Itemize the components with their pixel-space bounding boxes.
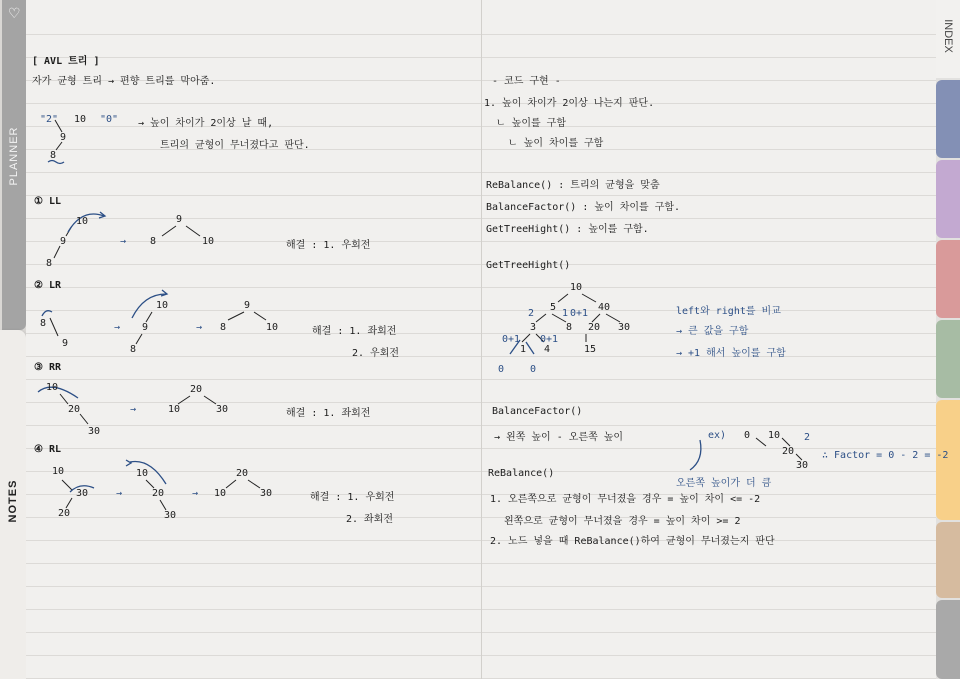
case-lr-title: ② LR [34, 280, 62, 291]
code-title: - 코드 구현 - [492, 76, 561, 87]
tab-index-label: INDEX [942, 19, 954, 53]
rl-mid-node: 10 [136, 468, 149, 479]
lr-solution-2: 2. 우회전 [352, 348, 400, 359]
rr-before-node: 30 [88, 426, 101, 437]
tree-node: 4 [544, 344, 551, 355]
ll-after-node: 8 [150, 236, 157, 247]
tree-node: 20 [588, 322, 601, 333]
rb-title: ReBalance() [488, 468, 555, 479]
lr-before-node: 9 [62, 338, 69, 349]
rl-solution: 해결 : 1. 우회전 [310, 492, 395, 503]
ex-node: 20 [782, 446, 795, 457]
index-tab-7[interactable] [936, 600, 960, 679]
heart-icon[interactable]: ♡ [8, 6, 21, 22]
ll-before-node: 8 [46, 258, 53, 269]
rb-line-2: 왼쪽으로 균형이 무너졌을 경우 = 높이 차이 >= 2 [504, 516, 741, 527]
example-line2: 트리의 균형이 무너졌다고 판단. [160, 140, 310, 151]
arrow-right-icon: → [130, 404, 137, 415]
tree-node: 40 [598, 302, 611, 313]
ex-note: 오른쪽 높이가 더 큼 [676, 478, 772, 489]
ex-label: ex) [708, 430, 727, 441]
code-line-3: ㄴ 높이 차이를 구함 [508, 138, 604, 149]
tree-weight: 0+1 [570, 308, 589, 319]
tree-node: 8 [566, 322, 573, 333]
rb-line-3: 2. 노드 넣을 때 ReBalance()하여 균형이 무너졌는지 판단 [490, 536, 775, 547]
arrow-right-icon: → [120, 236, 127, 247]
index-tab-2[interactable] [936, 160, 960, 238]
tree-node: 30 [618, 322, 631, 333]
code-line-1: 1. 높이 차이가 2이상 나는지 판단. [484, 98, 655, 109]
arrow-right-icon: → [196, 322, 203, 333]
tree-weight: 0 [498, 364, 505, 375]
rl-after-node: 10 [214, 488, 227, 499]
note-subtitle: 자가 균형 트리 → 편향 트리를 막아줌. [32, 76, 216, 87]
ll-after-node: 10 [202, 236, 215, 247]
index-tab-4[interactable] [936, 320, 960, 398]
rr-before-node: 10 [46, 382, 59, 393]
ex-node: 0 [744, 430, 751, 441]
tree-weight: 0+1 [502, 334, 521, 345]
func-balancefactor: BalanceFactor() : 높이 차이를 구함. [486, 202, 681, 213]
case-rl-title: ④ RL [34, 444, 62, 455]
rr-solution: 해결 : 1. 좌회전 [286, 408, 371, 419]
rr-after-node: 10 [168, 404, 181, 415]
example-left-quote: "2" [40, 114, 59, 125]
func-rebalance: ReBalance() : 트리의 균형을 맞춤 [486, 180, 660, 191]
case-ll-title: ① LL [34, 196, 62, 207]
tree-node: 5 [550, 302, 557, 313]
example-root: 10 [74, 114, 87, 125]
lr-mid-node: 9 [142, 322, 149, 333]
ex-node: 10 [768, 430, 781, 441]
ex-formula: ∴ Factor = 0 - 2 = -2 [822, 450, 949, 461]
tab-notes[interactable] [0, 330, 26, 679]
rl-after-node: 20 [236, 468, 249, 479]
arrow-right-icon: → [114, 322, 121, 333]
rb-line-1: 1. 오른쪽으로 균형이 무너졌을 경우 = 높이 차이 <= -2 [490, 494, 761, 505]
example-node-8: 8 [50, 150, 57, 161]
func-gettreehight: GetTreeHight() : 높이를 구함. [486, 224, 649, 235]
page-spine [481, 0, 482, 679]
tree-node: 1 [520, 344, 527, 355]
rr-after-node: 30 [216, 404, 229, 415]
ll-after-node: 9 [176, 214, 183, 225]
index-tab-1[interactable] [936, 80, 960, 158]
rl-mid-node: 20 [152, 488, 165, 499]
tree-weight: 0 [530, 364, 537, 375]
tab-planner[interactable] [2, 0, 26, 330]
rr-before-node: 20 [68, 404, 81, 415]
ex-node: 30 [796, 460, 809, 471]
bf-desc: → 왼쪽 높이 - 오른쪽 높이 [494, 432, 624, 443]
arrow-right-icon: → [116, 488, 123, 499]
rr-after-node: 20 [190, 384, 203, 395]
tab-index[interactable] [936, 0, 960, 78]
tree-weight: 0+1 [540, 334, 559, 345]
gth-note-2: → 큰 값을 구함 [676, 326, 749, 337]
lr-after-node: 10 [266, 322, 279, 333]
tree-node: 3 [530, 322, 537, 333]
arrow-right-icon: → [192, 488, 199, 499]
index-tab-3[interactable] [936, 240, 960, 318]
tab-planner-label: PLANNER [8, 126, 20, 186]
gth-title: GetTreeHight() [486, 260, 571, 271]
gth-note-3: → +1 해서 높이를 구함 [676, 348, 786, 359]
rl-mid-node: 30 [164, 510, 177, 521]
ll-before-node: 10 [76, 216, 89, 227]
rl-before-node: 20 [58, 508, 71, 519]
tree-weight: 1 [562, 308, 569, 319]
rl-before-node: 10 [52, 466, 65, 477]
tree-node: 15 [584, 344, 597, 355]
bf-title: BalanceFactor() [492, 406, 583, 417]
rl-after-node: 30 [260, 488, 273, 499]
index-tab-6[interactable] [936, 522, 960, 598]
rl-solution-2: 2. 좌회전 [346, 514, 394, 525]
ll-before-node: 9 [60, 236, 67, 247]
lr-after-node: 9 [244, 300, 251, 311]
lr-after-node: 8 [220, 322, 227, 333]
tree-weight: 2 [528, 308, 535, 319]
code-line-2: ㄴ 높이를 구함 [496, 118, 567, 129]
rl-before-node: 30 [76, 488, 89, 499]
tree-node: 10 [570, 282, 583, 293]
tab-notes-label: NOTES [7, 479, 19, 523]
lr-mid-node: 8 [130, 344, 137, 355]
ll-solution: 해결 : 1. 우회전 [286, 240, 371, 251]
example-line1: → 높이 차이가 2이상 날 때, [138, 118, 274, 129]
lr-before-node: 8 [40, 318, 47, 329]
ex-weight: 2 [804, 432, 811, 443]
lr-mid-node: 10 [156, 300, 169, 311]
note-title: [ AVL 트리 ] [32, 56, 100, 67]
lr-solution: 해결 : 1. 좌회전 [312, 326, 397, 337]
example-right-quote: "0" [100, 114, 119, 125]
example-node-9: 9 [60, 132, 67, 143]
case-rr-title: ③ RR [34, 362, 62, 373]
gth-note-1: left와 right를 비교 [676, 306, 781, 317]
